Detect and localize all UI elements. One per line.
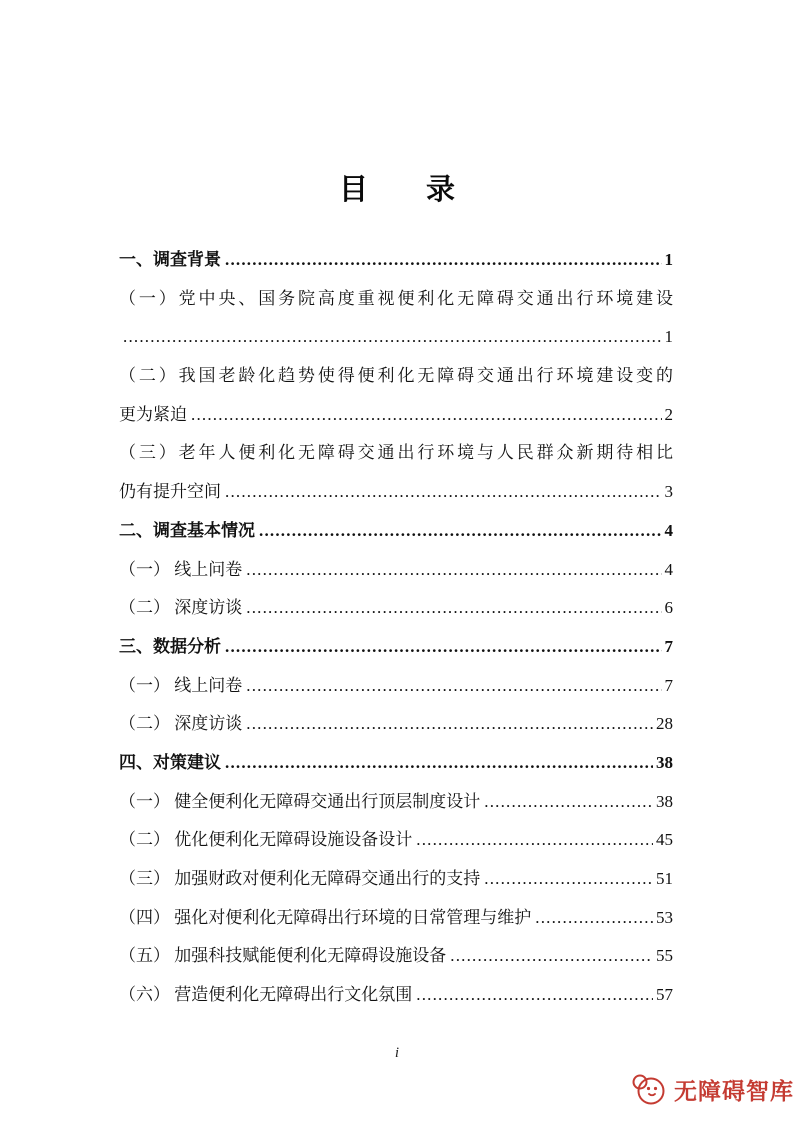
toc-entry (119, 976, 673, 1015)
toc-entry (119, 551, 673, 590)
toc-leader-dots (191, 396, 662, 435)
toc-entry (119, 899, 673, 938)
toc-leader-dots (450, 937, 653, 976)
toc-entry (119, 783, 673, 822)
toc-entry (119, 628, 673, 667)
toc-entry (119, 744, 673, 783)
toc-entry-label: （二） 优化便利化无障碍设施设备设计 (119, 830, 413, 850)
toc-leader-dots (484, 860, 653, 899)
toc-leader-dots (225, 744, 653, 783)
toc-page-number: 38 (656, 791, 673, 811)
toc-page-number: 57 (656, 985, 673, 1005)
toc-entry-label: 四、对策建议 (119, 752, 221, 772)
toc-page-number: 1 (664, 250, 673, 269)
toc-page-number: 7 (664, 675, 673, 695)
toc-entry-label: （二）我国老龄化趋势使得便利化无障碍交通出行环境建设变的 (119, 366, 673, 386)
toc-page-number: 4 (664, 559, 673, 579)
toc-entry (119, 473, 673, 512)
toc-page-number: 53 (656, 907, 673, 927)
toc-entry-label: （二） 深度访谈 (119, 714, 243, 734)
chick-bubble-logo-icon (630, 1071, 666, 1107)
toc-leader-dots (246, 705, 653, 744)
toc-entry-label: （四） 强化对便利化无障碍出行环境的日常管理与维护 (119, 907, 532, 927)
footer-page-number: i (394, 1045, 400, 1061)
toc-leader-dots (225, 473, 662, 512)
toc-page-number: 55 (656, 946, 673, 966)
toc-entry (119, 937, 673, 976)
toc-page-number: 1 (664, 327, 673, 347)
toc-leader-dots (246, 551, 661, 590)
toc-leader-dots (535, 899, 653, 938)
toc-entry-label: 仍有提升空间 (119, 482, 221, 502)
toc-entry-wrapped-line (119, 357, 673, 396)
toc-entry (119, 318, 673, 357)
toc-leader-dots (225, 241, 662, 280)
toc-page-number: 28 (656, 714, 673, 734)
toc-entry-wrapped-line (119, 280, 673, 319)
toc-entry (119, 589, 673, 628)
toc-page-number: 7 (664, 636, 673, 656)
toc-entry-label: （一）党中央、国务院高度重视便利化无障碍交通出行环境建设 (119, 288, 673, 308)
brand-name: 无障碍智库 (674, 1077, 794, 1104)
table-of-contents (119, 241, 673, 1015)
toc-entry-label: 三、数据分析 (119, 636, 221, 656)
page-title: 目 录 (338, 174, 455, 206)
toc-leader-dots (246, 667, 661, 706)
toc-leader-dots (416, 821, 653, 860)
toc-entry-label: （一） 线上问卷 (119, 559, 243, 579)
toc-page-number: 51 (656, 869, 673, 888)
toc-page-number: 6 (664, 598, 673, 618)
toc-entry-label: （二） 深度访谈 (119, 598, 243, 618)
toc-entry (119, 241, 673, 280)
toc-entry-wrapped-line (119, 434, 673, 473)
toc-leader-dots (416, 976, 653, 1015)
toc-entry-label: 二、调查基本情况 (119, 520, 255, 540)
toc-page-number: 4 (664, 520, 673, 540)
toc-entry (119, 512, 673, 551)
toc-entry-label: （三） 加强财政对便利化无障碍交通出行的支持 (119, 869, 481, 888)
toc-entry-label: （一） 线上问卷 (119, 675, 243, 695)
brand-watermark (630, 1071, 794, 1107)
toc-page-number: 38 (656, 752, 673, 772)
toc-entry-label: （三）老年人便利化无障碍交通出行环境与人民群众新期待相比 (119, 443, 673, 463)
toc-entry (119, 821, 673, 860)
toc-page-number: 2 (664, 404, 673, 424)
toc-leader-dots (484, 783, 653, 822)
toc-entry (119, 860, 673, 899)
toc-entry-label: （五） 加强科技赋能便利化无障碍设施设备 (119, 946, 447, 966)
toc-entry-label: 一、调查背景 (119, 250, 221, 269)
toc-leader-dots (259, 512, 662, 551)
toc-entry (119, 396, 673, 435)
toc-entry-label: 更为紧迫 (119, 404, 187, 424)
toc-leader-dots (123, 318, 662, 357)
toc-entry-label: （一） 健全便利化无障碍交通出行顶层制度设计 (119, 791, 481, 811)
toc-entry (119, 667, 673, 706)
toc-leader-dots (246, 589, 661, 628)
toc-leader-dots (225, 628, 662, 667)
toc-page-number: 3 (664, 482, 673, 502)
toc-page-number: 45 (656, 830, 673, 850)
toc-entry (119, 705, 673, 744)
toc-entry-label: （六） 营造便利化无障碍出行文化氛围 (119, 985, 413, 1005)
